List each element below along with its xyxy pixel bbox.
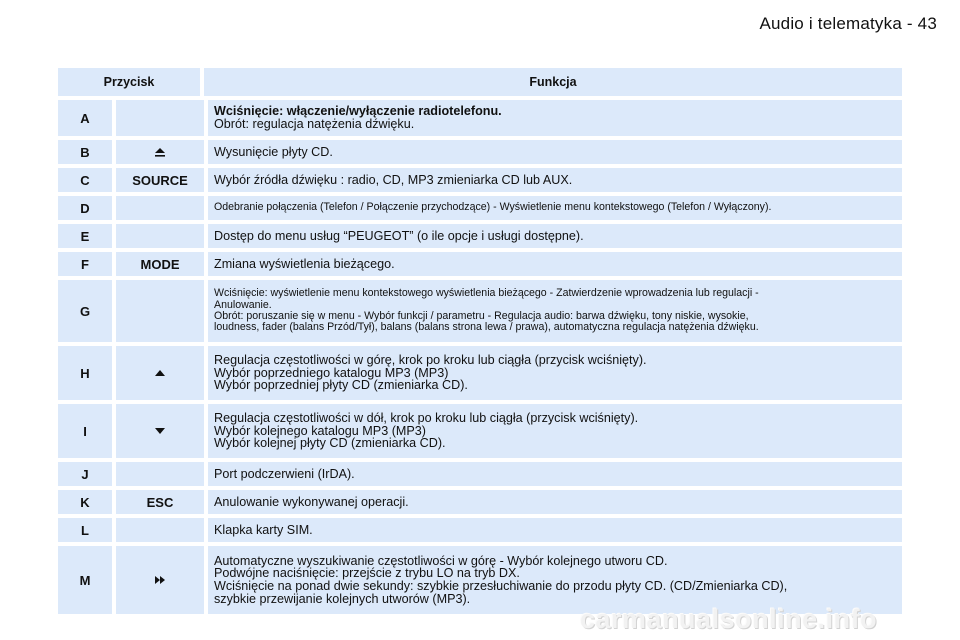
- function-line: Odebranie połączenia (Telefon / Połączenie przychodzące) - Wyświetlenie menu kontekstowego (Telefon / Wyłączony).: [214, 201, 772, 214]
- row-button: [116, 196, 204, 220]
- function-line: Wybór kolejnego katalogu MP3 (MP3): [214, 423, 426, 438]
- row-button: SOURCE: [116, 168, 204, 192]
- row-key: E: [58, 224, 112, 248]
- function-line: Obrót: poruszanie się w menu - Wybór funkcji / parametru - Regulacja audio: barwa dźwięku, tony niskie, wysokie,: [214, 310, 749, 322]
- table-row: [58, 168, 902, 192]
- row-button: [116, 346, 204, 400]
- function-line: Wciśnięcie: włączenie/wyłączenie radiotelefonu.: [214, 104, 502, 119]
- row-key: A: [58, 100, 112, 136]
- table-row: [58, 196, 902, 220]
- row-key: I: [58, 404, 112, 458]
- eject-icon: [153, 147, 167, 157]
- row-button: [116, 224, 204, 248]
- function-line: Wybór źródła dźwięku : radio, CD, MP3 zmieniarka CD lub AUX.: [214, 172, 573, 187]
- table-header-row: [58, 68, 902, 96]
- row-function: [208, 490, 902, 514]
- function-line: Wybór kolejnej płyty CD (zmieniarka CD).: [214, 436, 446, 451]
- watermark: carmanualsonline.info: [580, 604, 878, 634]
- header-button: Przycisk: [58, 68, 200, 96]
- row-function: [208, 280, 902, 342]
- table-row: [58, 280, 902, 342]
- buttons-function-table: [58, 68, 902, 618]
- table-row: [58, 518, 902, 542]
- function-line: Podwójne naciśnięcie: przejście z trybu LO na tryb DX.: [214, 566, 520, 581]
- function-line: Wciśnięcie: wyświetlenie menu kontekstowego wyświetlenia bieżącego - Zatwierdzenie wprowadzenia lub regulacji -: [214, 287, 759, 300]
- row-key: H: [58, 346, 112, 400]
- row-key: J: [58, 462, 112, 486]
- function-line: Regulacja częstotliwości w dół, krok po kroku lub ciągła (przycisk wciśnięty).: [214, 411, 639, 426]
- row-button: [116, 100, 204, 136]
- function-line: Dostęp do menu usług “PEUGEOT” (o ile opcje i usługi dostępne).: [214, 228, 584, 243]
- row-function: [208, 462, 902, 486]
- fast-forward-icon: [154, 575, 166, 585]
- table-row: [58, 224, 902, 248]
- page-header: Audio i telematyka - 43: [759, 14, 937, 33]
- function-line: Wybór poprzedniej płyty CD (zmieniarka CD).: [214, 378, 468, 393]
- row-button: [116, 280, 204, 342]
- row-button: [116, 404, 204, 458]
- row-function: [208, 404, 902, 458]
- row-key: G: [58, 280, 112, 342]
- row-button: [116, 462, 204, 486]
- row-function: [208, 168, 902, 192]
- arrow-up-icon: [154, 369, 166, 377]
- row-function: [208, 140, 902, 164]
- function-line: Regulacja częstotliwości w górę, krok po kroku lub ciągła (przycisk wciśnięty).: [214, 353, 647, 368]
- row-key: F: [58, 252, 112, 276]
- table-row: [58, 404, 902, 458]
- row-function: [208, 252, 902, 276]
- table-row: [58, 140, 902, 164]
- function-line: loudness, fader (balans Przód/Tył), balans (balans strona lewa / prawa), automatyczna regulacja natężenia dźwięku.: [214, 321, 759, 334]
- row-function: [208, 100, 902, 136]
- row-button: MODE: [116, 252, 204, 276]
- function-line: Zmiana wyświetlenia bieżącego.: [214, 256, 395, 271]
- table-row: [58, 100, 902, 136]
- row-key: K: [58, 490, 112, 514]
- row-button: [116, 546, 204, 614]
- arrow-down-icon: [154, 427, 166, 435]
- table-row: [58, 346, 902, 400]
- row-function: [208, 346, 902, 400]
- header-function: Funkcja: [204, 68, 902, 96]
- row-key: D: [58, 196, 112, 220]
- function-line: Port podczerwieni (IrDA).: [214, 466, 355, 481]
- row-function: [208, 518, 902, 542]
- table-row: [58, 462, 902, 486]
- row-button: [116, 140, 204, 164]
- function-line: Wybór poprzedniego katalogu MP3 (MP3): [214, 365, 449, 380]
- function-line: Anulowanie wykonywanej operacji.: [214, 494, 409, 509]
- table-row: [58, 252, 902, 276]
- row-key: M: [58, 546, 112, 614]
- row-function: [208, 196, 902, 220]
- function-line: Automatyczne wyszukiwanie częstotliwości w górę - Wybór kolejnego utworu CD.: [214, 553, 668, 568]
- row-key: B: [58, 140, 112, 164]
- row-key: L: [58, 518, 112, 542]
- function-line: Klapka karty SIM.: [214, 522, 313, 537]
- row-key: C: [58, 168, 112, 192]
- function-line: Anulowanie.: [214, 298, 272, 311]
- row-button: [116, 518, 204, 542]
- row-function: [208, 224, 902, 248]
- row-button: ESC: [116, 490, 204, 514]
- function-line: szybkie przewijanie kolejnych utworów (MP3).: [214, 591, 471, 606]
- function-line: Wysunięcie płyty CD.: [214, 144, 333, 159]
- function-line: Wciśnięcie na ponad dwie sekundy: szybkie przesłuchiwanie do przodu płyty CD. (CD/Zmieniarka CD),: [214, 579, 788, 593]
- table-row: [58, 490, 902, 514]
- function-line: Obrót: regulacja natężenia dźwięku.: [214, 117, 415, 131]
